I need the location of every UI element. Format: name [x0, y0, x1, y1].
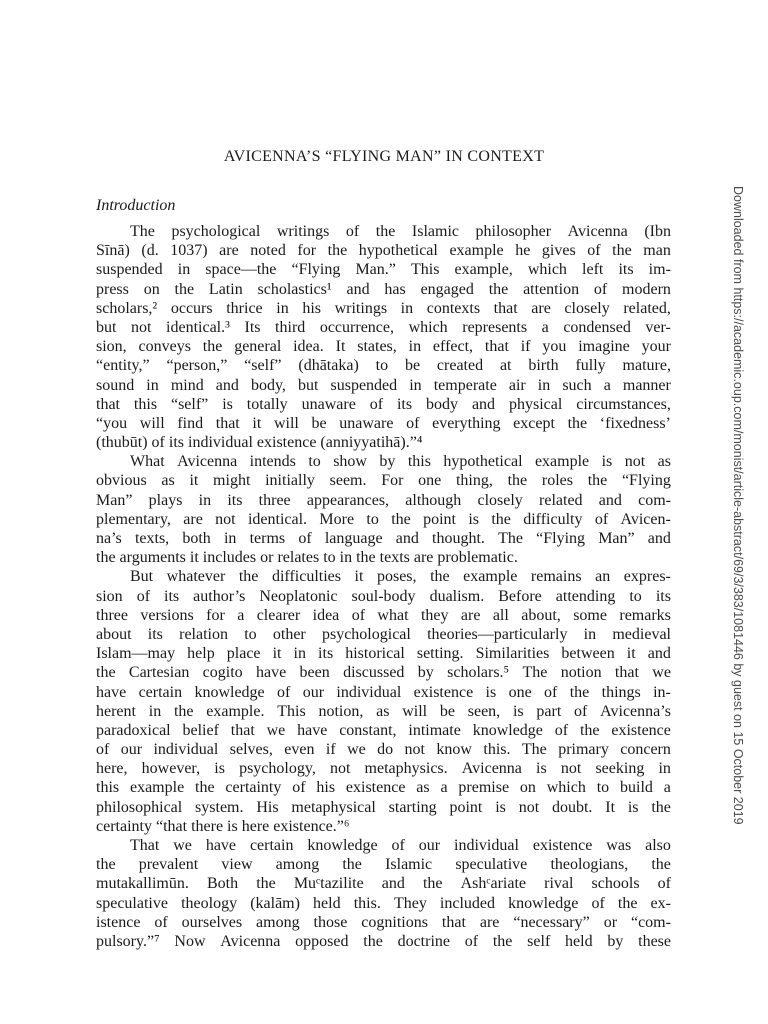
- text-line: scholars,² occurs thrice in his writings in contexts that are closely related,: [96, 299, 671, 317]
- text-line: certainty “that there is here existence.”⁶: [96, 817, 350, 835]
- text-line: that this “self” is totally unaware of its body and physical circumstances,: [96, 395, 671, 413]
- body-text: [96, 222, 671, 951]
- text-line: “you will find that it will be unaware of everything except the ‘fixedness’: [96, 414, 671, 432]
- text-line: three versions for a clearer idea of what they are all about, some remarks: [96, 606, 671, 624]
- page-title: AVICENNA’S “FLYING MAN” IN CONTEXT: [223, 148, 545, 165]
- text-line: sion, conveys the general idea. It states, in effect, that if you imagine your: [96, 338, 671, 356]
- section-heading: Introduction: [96, 197, 176, 214]
- text-line: press on the Latin scholastics¹ and has engaged the attention of modern: [96, 280, 671, 298]
- text-line: herent in the example. This notion, as will be seen, is part of Avicenna’s: [96, 702, 671, 720]
- text-line: pulsory.”⁷ Now Avicenna opposed the doctrine of the self held by these: [96, 932, 671, 950]
- text-line: here, however, is psychology, not metaphysics. Avicenna is not seeking in: [96, 760, 671, 778]
- text-line: na’s texts, both in terms of language and thought. The “Flying Man” and: [96, 530, 671, 547]
- download-watermark: Downloaded from https://academic.oup.com/monist/article-abstract/69/3/383/1081446 by guest on 15 October 2019: [731, 186, 745, 825]
- text-line: obvious as it might initially seem. For one thing, the roles the “Flying: [96, 472, 671, 490]
- text-line: suspended in space—the “Flying Man.” This example, which left its im-: [96, 261, 671, 279]
- text-line: paradoxical belief that we have constant, intimate knowledge of the existence: [96, 721, 671, 739]
- text-line: this example the certainty of his existence as a premise on which to build a: [96, 779, 671, 797]
- text-line: philosophical system. His metaphysical starting point is not doubt. It is the: [96, 798, 671, 816]
- text-line: That we have certain knowledge of our individual existence was also: [130, 837, 671, 854]
- text-line: of our individual selves, even if we do not know this. The primary concern: [96, 741, 671, 759]
- text-line: “entity,” “person,” “self” (dhātaka) to be created at birth fully mature,: [96, 357, 671, 375]
- text-line: sion of its author’s Neoplatonic soul-body dualism. Before attending to its: [96, 587, 671, 605]
- text-line: istence of ourselves among those cognitions that are “necessary” or “com-: [96, 913, 671, 931]
- text-line: Man” plays in its three appearances, although closely related and com-: [96, 491, 671, 509]
- text-line: plementary, are not identical. More to the point is the difficulty of Avicen-: [96, 510, 671, 528]
- text-line: But whatever the difficulties it poses, the example remains an expres-: [130, 568, 671, 586]
- text-line: mutakallimūn. Both the Muᶜtazilite and the Ashᶜariate rival schools of: [96, 875, 671, 893]
- text-line: Islam—may help place it in its historical setting. Similarities between it and: [96, 645, 671, 663]
- text-line: sound in mind and body, but suspended in temperate air in such a manner: [96, 376, 671, 394]
- text-line: speculative theology (kalām) held this. They included knowledge of the ex-: [96, 894, 671, 912]
- text-line: the prevalent view among the Islamic speculative theologians, the: [96, 856, 671, 874]
- text-line: What Avicenna intends to show by this hypothetical example is not as: [130, 453, 671, 471]
- text-line: the arguments it includes or relates to in the texts are problematic.: [96, 549, 518, 567]
- text-line: have certain knowledge of our individual existence is one of the things in-: [96, 683, 671, 701]
- text-line: but not identical.³ Its third occurrence, which represents a condensed ver-: [96, 318, 671, 336]
- text-line: (thubūt) of its individual existence (anniyyatihā).”⁴: [96, 434, 423, 452]
- text-line: The psychological writings of the Islamic philosopher Avicenna (Ibn: [130, 223, 671, 240]
- text-line: Sīnā) (d. 1037) are noted for the hypothetical example he gives of the man: [96, 242, 671, 260]
- text-line: the Cartesian cogito have been discussed by scholars.⁵ The notion that we: [96, 664, 671, 682]
- text-line: about its relation to other psychological theories—particularly in medieval: [96, 625, 671, 643]
